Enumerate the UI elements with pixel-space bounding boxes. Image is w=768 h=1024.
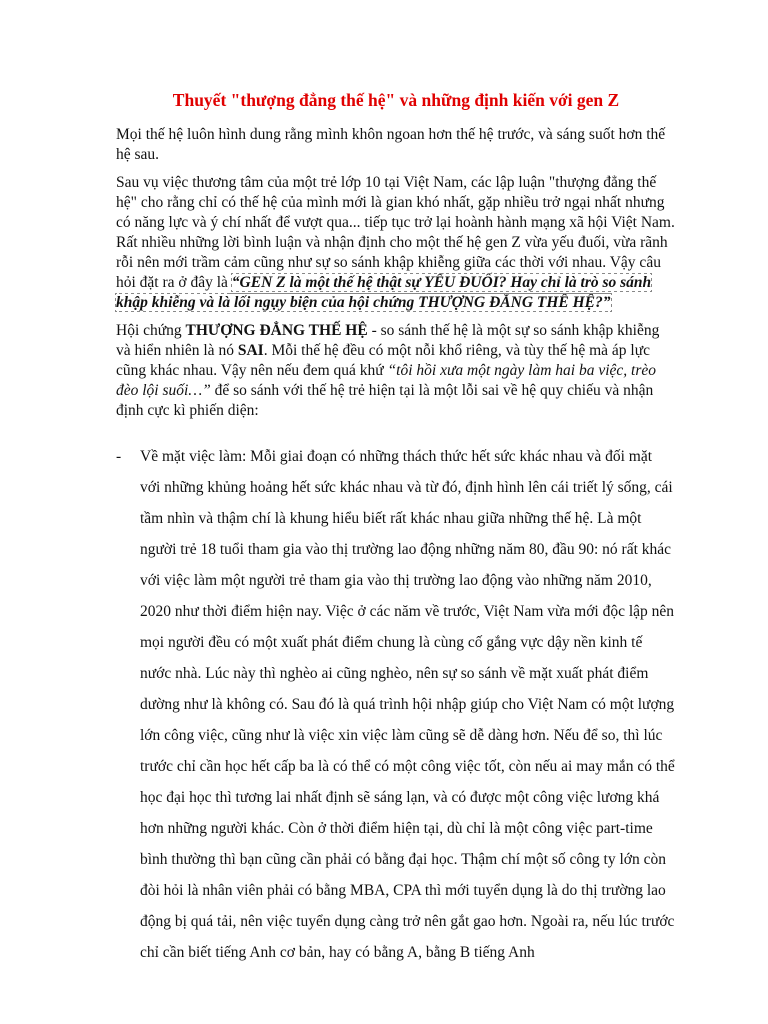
syndrome-text-c: - so sánh thế hệ là một sự so sánh khập khiễng và hiển nhiên là nó (116, 322, 660, 359)
syndrome-text-e: để so sánh với thế hệ trẻ hiện tại là một lỗi sai về hệ quy chiếu và nhận định cực kì phiến diện: (116, 382, 654, 419)
list-item (116, 441, 676, 968)
context-text: Sau vụ việc thương tâm của một trẻ lớp 10 tại Việt Nam, các lập luận "thượng đẳng thế hệ" cho rằng chỉ có thế hệ của mình mới là gian khó nhất, gặp nhiều trở ngại nhất nhưng có năng lực và ý chí nhất để vượt qua... tiếp tục trở lại hoành hành mạng xã hội Việt Nam. Rất nhiều những lời bình luận và nhận định cho một thế hệ gen Z vừa yếu đuối, vừa rãnh rỗi nên mới trầm cảm cũng như sự so sánh khập khiễng giữa các thời với nhau. Vậy câu hỏi đặt ra ở đây là (116, 174, 675, 291)
syndrome-text-a: Hội chứng (116, 322, 186, 339)
document-title: Thuyết "thượng đẳng thế hệ" và những định kiến với gen Z (172, 90, 620, 110)
syndrome-term: THƯỢNG ĐẲNG THẾ HỆ (185, 322, 368, 339)
key-question: “GEN Z là một thế hệ thật sự YẾU ĐUỐI? Hay chỉ là trò so sánh khập khiễng và là lối ngụy biện của hội chứng THƯỢNG ĐẲNG THẾ HỆ?” (116, 274, 652, 311)
employment-paragraph: Về mặt việc làm: Mỗi giai đoạn có những thách thức hết sức khác nhau và đối mặt với những khủng hoảng hết sức khác nhau và từ đó, định hình lên cái triết lý sống, cái tầm nhìn và thậm chí là khung hiểu biết rất khác nhau giữa những thế hệ. Là một người trẻ 18 tuổi tham gia vào thị trường lao động những năm 80, đầu 90: nó rất khác với việc làm một người trẻ tham gia vào thị trường lao động vào những năm 2010, 2020 như thời điểm hiện nay. Việc ở các năm về trước, Việt Nam vừa mới độc lập nên mọi người đều có một xuất phát điểm chung là cùng cố gắng vực dậy nền kinh tế nước nhà. Lúc này thì nghèo ai cũng nghèo, nên sự so sánh về mặt xuất phát điểm dường như là không có. Sau đó là quá trình hội nhập giúp cho Việt Nam có một lượng lớn công việc, cũng như là việc xin việc làm cũng sẽ dễ dàng hơn. Nếu để so, thì lúc trước chỉ cần học hết cấp ba là có thể có một công việc tốt, còn nếu ai may mắn có thể học đại học thì tương lai nhất định sẽ sáng lạn, và có được một công việc lương khá hơn những người khác. Còn ở thời điểm hiện tại, dù chỉ là một công việc part-time bình thường thì bạn cũng cần phải có bằng đại học. Thậm chí một số công ty lớn còn đòi hỏi là nhân viên phải có bằng MBA, CPA thì mới tuyển dụng là do thị trường lao động bị quá tải, nên việc tuyển dụng càng trở nên gắt gao hơn. Ngoài ra, nếu lúc trước chỉ cần biết tiếng Anh cơ bản, hay có bằng A, bằng B tiếng Anh (140, 448, 675, 961)
bullet-dash: - (116, 448, 122, 465)
syndrome-paragraph (116, 321, 676, 421)
wrong-label: SAI (237, 342, 264, 359)
syndrome-text-d: . Mỗi thế hệ đều có một nỗi khổ riêng, và tùy thế hệ mà áp lực cũng khác nhau. Vậy nên nếu đem quá khứ (116, 342, 651, 379)
intro-paragraph: Mọi thế hệ luôn hình dung rằng mình khôn ngoan hơn thế hệ trước, và sáng suốt hơn thế hệ sau. (116, 126, 666, 163)
past-quote: “tôi hồi xưa một ngày làm hai ba việc, trèo đèo lội suối…” (116, 362, 657, 399)
bullet-list (116, 441, 676, 968)
context-paragraph (116, 173, 676, 313)
